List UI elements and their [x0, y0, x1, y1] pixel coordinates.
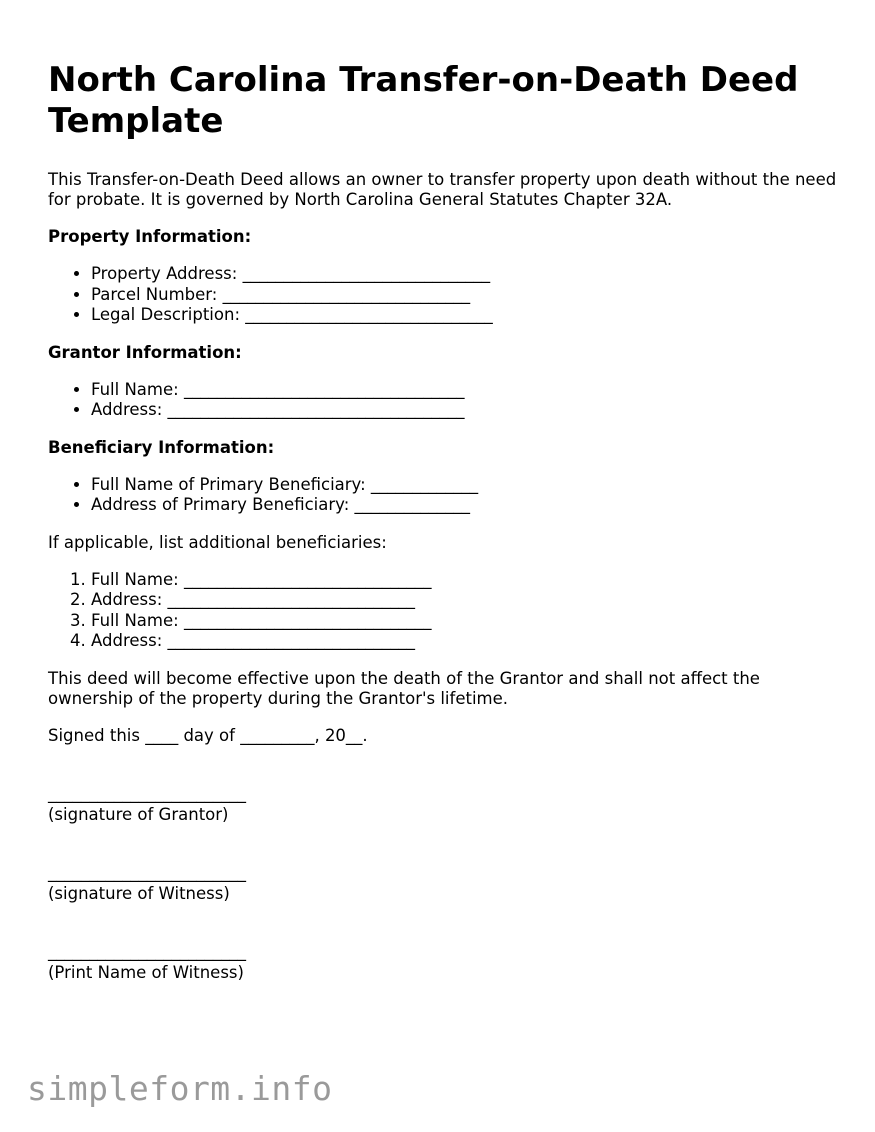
document-title: North Carolina Transfer-on-Death Deed Template [48, 60, 799, 141]
list-item: 1. Full Name: ______________________________ [91, 570, 848, 591]
signature-caption: (signature of Witness) [48, 883, 230, 903]
property-heading: Property Information: [48, 227, 252, 246]
list-item: 3. Full Name: ______________________________ [91, 611, 848, 632]
signature-caption: (signature of Grantor) [48, 804, 229, 824]
grantor-heading: Grantor Information: [48, 342, 242, 362]
beneficiary-list [48, 475, 848, 516]
beneficiary-heading: Beneficiary Information: [48, 437, 275, 457]
additional-beneficiaries-list [48, 570, 848, 652]
grantor-signature-block [48, 783, 848, 825]
list-item: • Address: ____________________________________ [91, 400, 848, 421]
intro-paragraph: This Transfer-on-Death Deed allows an owner to transfer property upon death without the need for probate. It is governed by North Carolina General Statutes Chapter 32A. [48, 170, 837, 209]
list-item: 4. Address: ______________________________ [91, 631, 848, 652]
list-item: 2. Address: ______________________________ [91, 590, 848, 611]
watermark: simpleform.info [27, 1069, 333, 1108]
signed-date-line: Signed this ____ day of _________, 20__. [48, 725, 368, 745]
property-list [48, 264, 848, 326]
effective-paragraph: This deed will become effective upon the death of the Grantor and shall not affect the ownership of the property during the Grantor's lifetime. [48, 668, 760, 708]
list-item: • Legal Description: ______________________________ [91, 305, 848, 326]
list-item: • Address of Primary Beneficiary: ______________ [91, 495, 848, 516]
additional-beneficiaries-intro: If applicable, list additional beneficiaries: [48, 532, 387, 552]
list-item: • Property Address: ______________________________ [91, 264, 848, 285]
witness-print-name-block [48, 941, 848, 983]
list-item: • Full Name of Primary Beneficiary: _____________ [91, 475, 848, 496]
witness-signature-block [48, 862, 848, 904]
list-item: • Parcel Number: ______________________________ [91, 285, 848, 306]
document-page [48, 60, 848, 983]
grantor-list [48, 380, 848, 421]
list-item: • Full Name: __________________________________ [91, 380, 848, 401]
signature-caption: (Print Name of Witness) [48, 962, 244, 982]
signature-line: ________________________ [48, 941, 246, 961]
signature-line: ________________________ [48, 862, 246, 882]
signature-line: ________________________ [48, 783, 246, 803]
